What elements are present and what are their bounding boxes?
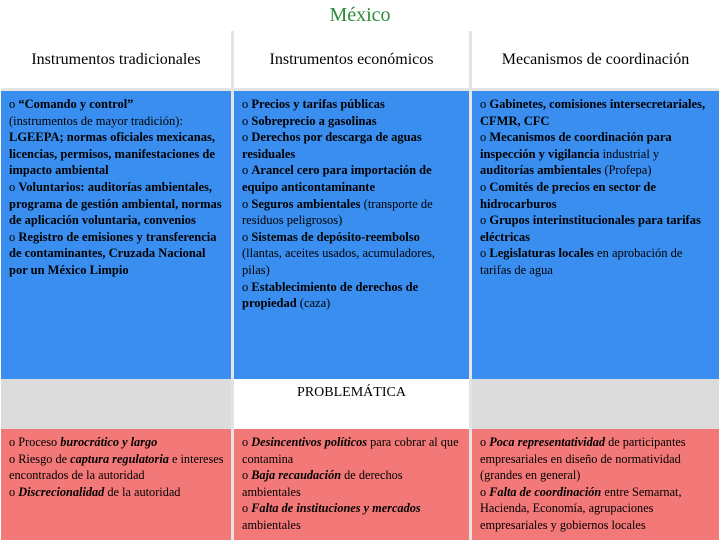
problem-cell-coordination: o Poca representatividad de participantes empresariales en diseño de normatividad (grandes en general) o Falta de coordinación entre Semarnat, Hacienda, Economía, agrupaciones empresariales y gobiernos locales [472,429,719,540]
spacer-cell-left [1,379,231,429]
header-coordination: Mecanismos de coordinación [472,31,719,88]
page-title: México [329,4,391,26]
cell-economic: o Precios y tarifas públicas o Sobreprecio a gasolinas o Derechos por descarga de aguas residuales o Arancel cero para importación de equipo anticontaminante o Seguros ambientales (transporte de residuos peligrosos) o Sistemas de depósito-reembolso (llantas, aceites usados, acumuladores, pilas) o Establecimiento de derechos de propiedad (caza) [234,91,469,379]
problem-cell-traditional: o Proceso burocrático y largo o Riesgo de captura regulatoria e intereses encontrados de la autoridad o Discrecionalidad de la autoridad [1,429,231,540]
problem-cell-economic: o Desincentivos políticos para cobrar al que contamina o Baja recaudación de derechos ambientales o Falta de instituciones y mercados ambientales [234,429,469,540]
cell-traditional: o “Comando y control” (instrumentos de mayor tradición): LGEEPA; normas oficiales mexicanas, licencias, permisos, manifestaciones de impacto ambiental o Voluntarios: auditorías ambientales, programa de gestión ambiental, normas de aplicación voluntaria, convenios o Registro de emisiones y transferencia de contaminantes, Cruzada Nacional por un México Limpio [1,91,231,379]
problematica-heading-cell [234,379,469,429]
header-economic: Instrumentos económicos [234,31,469,88]
spacer-cell-right [472,379,719,429]
cell-coordination: o Gabinetes, comisiones intersecretariales, CFMR, CFC o Mecanismos de coordinación para inspección y vigilancia industrial y auditorías ambientales (Profepa) o Comités de precios en sector de hidrocarburos o Grupos interinstitucionales para tarifas eléctricas o Legislaturas locales en aprobación de tarifas de agua [472,91,719,379]
header-traditional: Instrumentos tradicionales [1,31,231,88]
comparison-table [1,31,719,540]
problematica-heading: PROBLEMÁTICA [297,385,406,400]
